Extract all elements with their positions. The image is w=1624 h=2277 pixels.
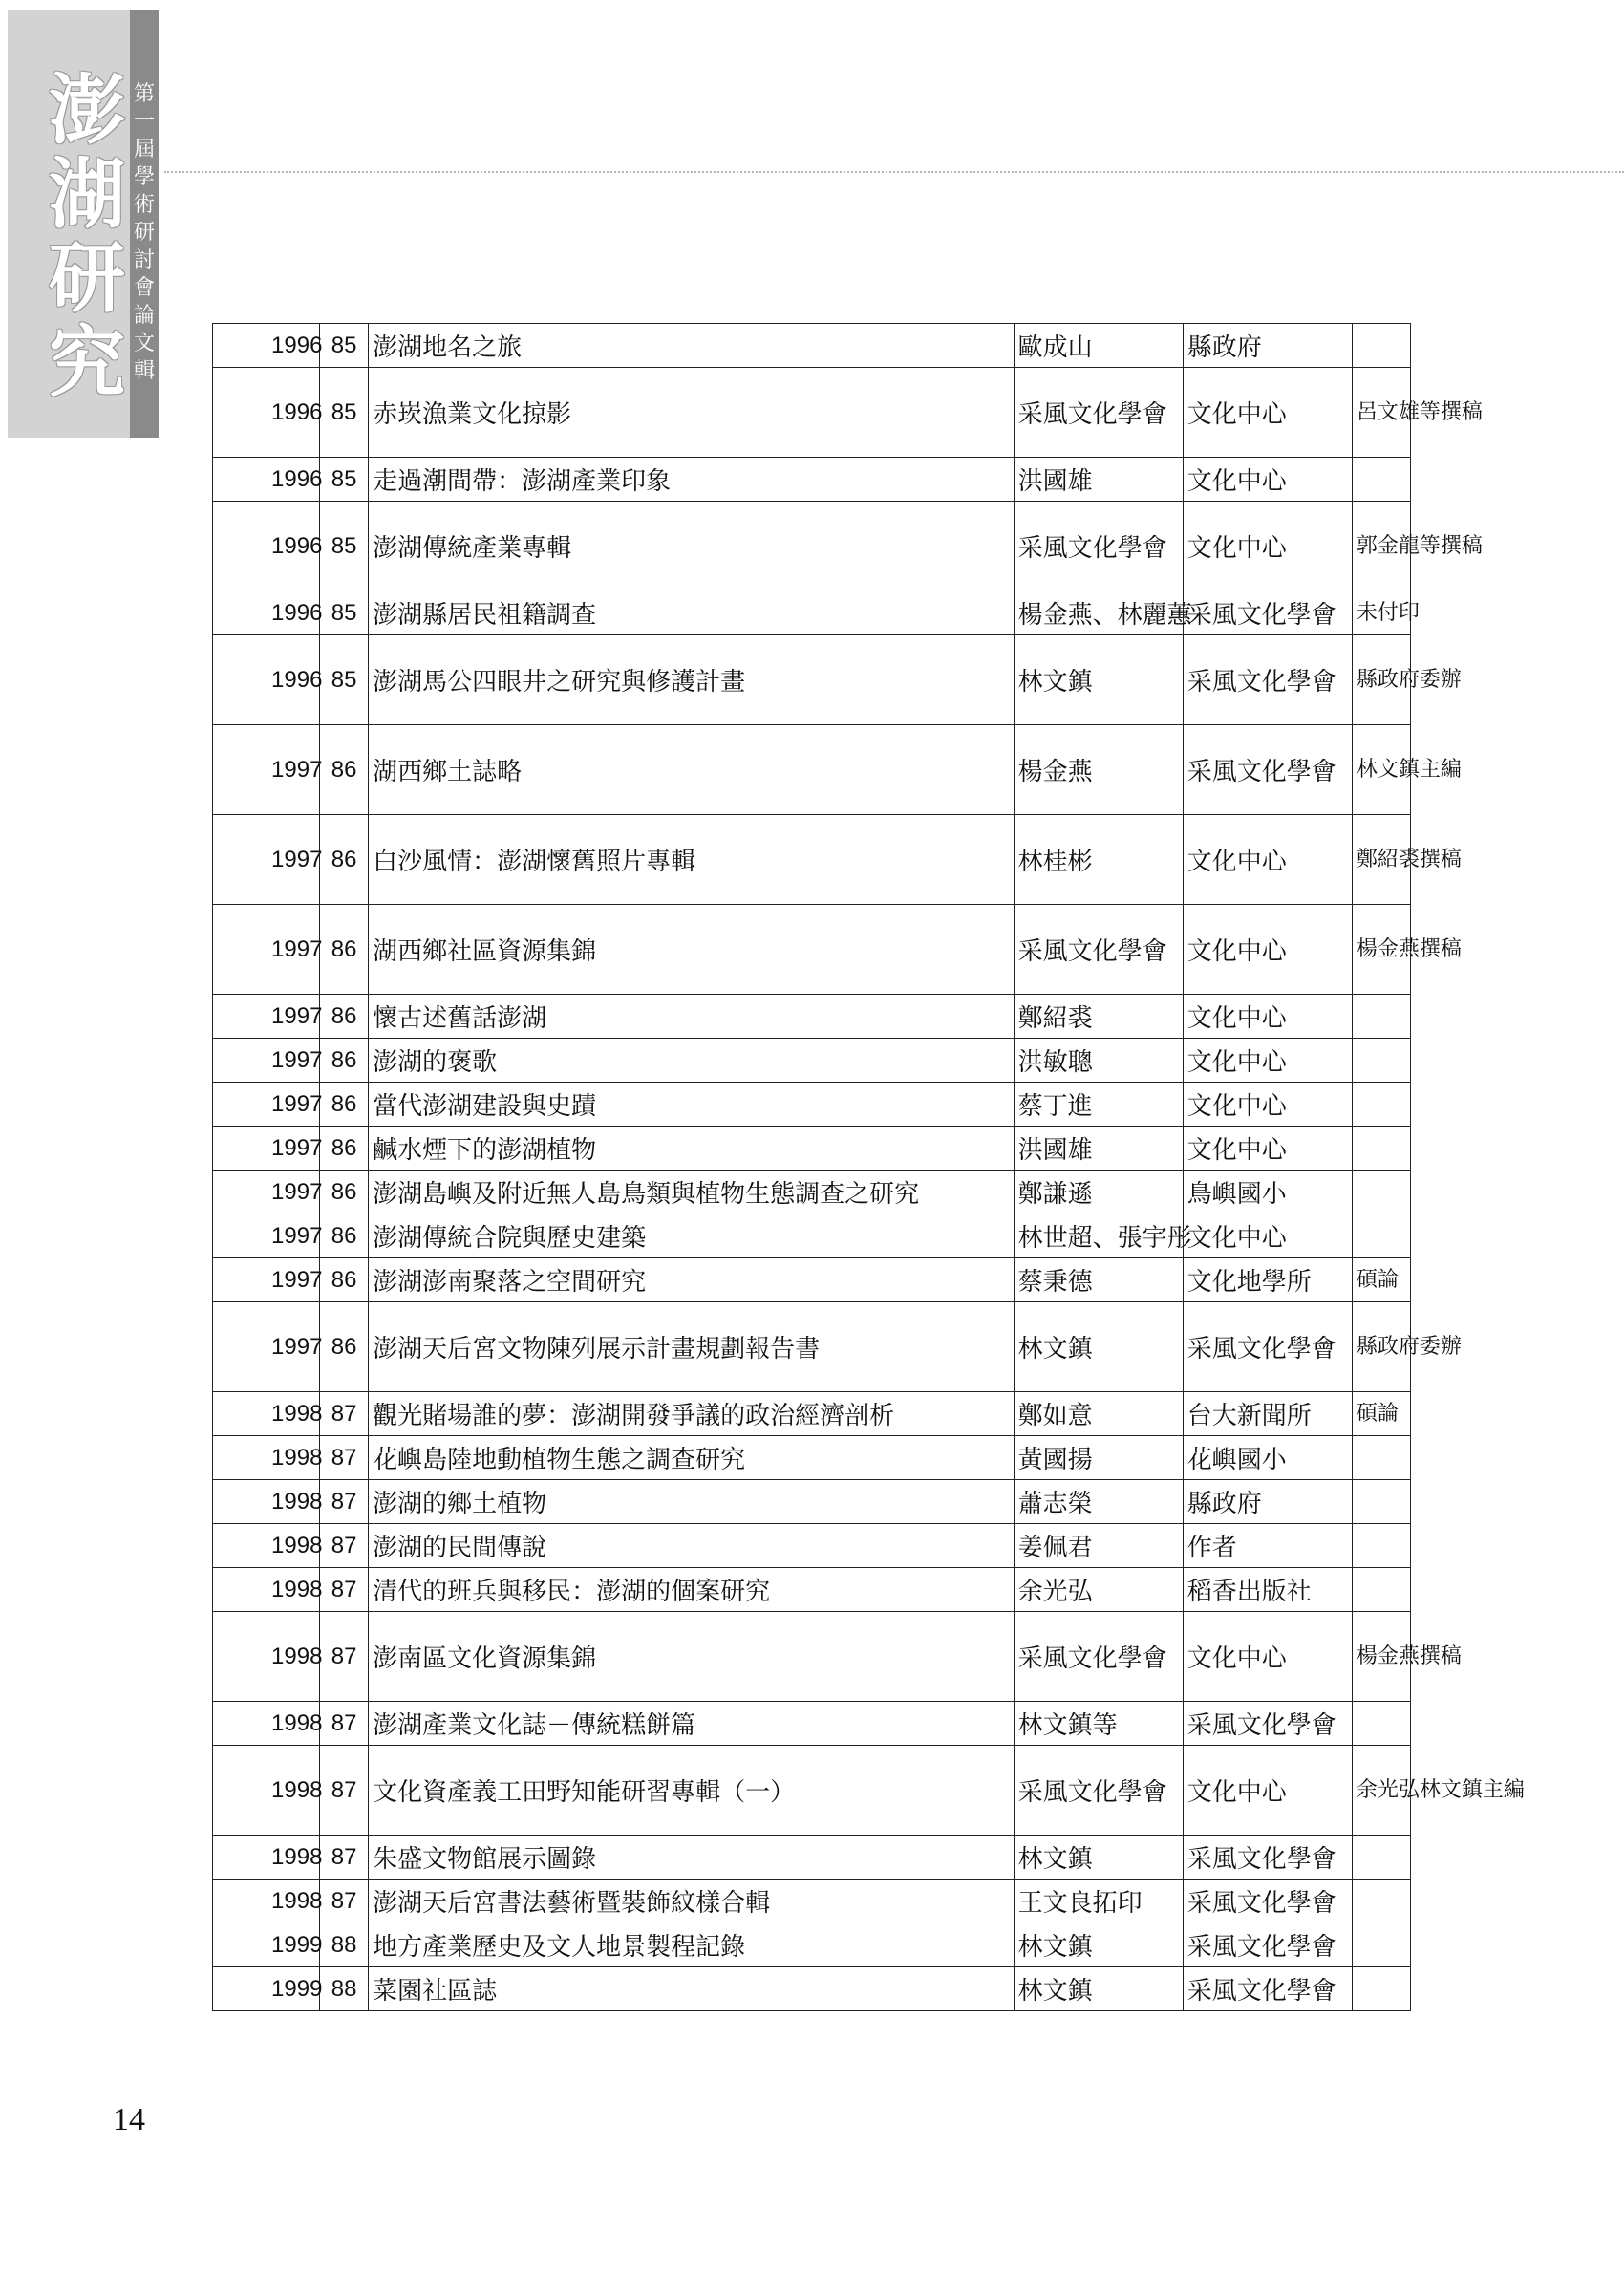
year-cell: 1997 (267, 1039, 320, 1083)
publisher-cell: 稻香出版社 (1183, 1568, 1352, 1612)
publisher-cell: 文化中心 (1183, 995, 1352, 1039)
note-cell (1352, 1702, 1410, 1746)
blank-cell (213, 368, 267, 458)
author-cell: 歐成山 (1014, 324, 1183, 368)
title-cell: 觀光賭場誰的夢：澎湖開發爭議的政治經濟剖析 (369, 1392, 1015, 1436)
note-cell (1352, 1039, 1410, 1083)
title-cell: 澎湖島嶼及附近無人島鳥類與植物生態調查之研究 (369, 1171, 1015, 1214)
note-cell (1352, 1836, 1410, 1880)
roc-year-cell: 86 (320, 1171, 369, 1214)
year-cell: 1998 (267, 1480, 320, 1524)
roc-year-cell: 86 (320, 1214, 369, 1258)
title-cell: 澎湖地名之旅 (369, 324, 1015, 368)
publisher-cell: 花嶼國小 (1183, 1436, 1352, 1480)
table-row (213, 1436, 1411, 1480)
note-cell (1352, 458, 1410, 502)
roc-year-cell: 87 (320, 1746, 369, 1836)
author-cell: 林文鎮 (1014, 1836, 1183, 1880)
year-cell: 1996 (267, 502, 320, 591)
blank-cell (213, 1923, 267, 1967)
blank-cell (213, 458, 267, 502)
year-cell: 1998 (267, 1392, 320, 1436)
author-cell: 洪國雄 (1014, 1127, 1183, 1171)
year-cell: 1997 (267, 995, 320, 1039)
publisher-cell: 文化中心 (1183, 1039, 1352, 1083)
year-cell: 1998 (267, 1880, 320, 1923)
note-cell: 未付印 (1352, 591, 1410, 635)
author-cell: 洪國雄 (1014, 458, 1183, 502)
author-cell: 采風文化學會 (1014, 1746, 1183, 1836)
publication-table-body (213, 324, 1525, 2011)
title-cell: 當代澎湖建設與史蹟 (369, 1083, 1015, 1127)
table-row (213, 1923, 1411, 1967)
author-cell: 洪敏聰 (1014, 1039, 1183, 1083)
roc-year-cell: 87 (320, 1392, 369, 1436)
title-cell: 澎湖傳統產業專輯 (369, 502, 1015, 591)
blank-cell (213, 1836, 267, 1880)
title-cell: 澎湖澎南聚落之空間研究 (369, 1258, 1015, 1302)
publisher-cell: 文化地學所 (1183, 1258, 1352, 1302)
author-cell: 鄭謙遜 (1014, 1171, 1183, 1214)
blank-cell (213, 815, 267, 905)
blank-cell (213, 1568, 267, 1612)
note-cell: 碩論 (1352, 1258, 1410, 1302)
roc-year-cell: 86 (320, 815, 369, 905)
title-cell: 澎湖傳統合院與歷史建築 (369, 1214, 1015, 1258)
blank-cell (213, 502, 267, 591)
author-cell: 姜佩君 (1014, 1524, 1183, 1568)
author-cell: 林文鎮 (1014, 1923, 1183, 1967)
year-cell: 1996 (267, 458, 320, 502)
note-cell (1352, 324, 1410, 368)
publication-table (212, 323, 1525, 2011)
roc-year-cell: 88 (320, 1923, 369, 1967)
year-cell: 1997 (267, 1127, 320, 1171)
note-cell (1352, 1083, 1410, 1127)
blank-cell (213, 1392, 267, 1436)
publisher-cell: 采風文化學會 (1183, 725, 1352, 815)
note-cell (1352, 1923, 1410, 1967)
roc-year-cell: 87 (320, 1880, 369, 1923)
title-cell: 懷古述舊話澎湖 (369, 995, 1015, 1039)
publisher-cell: 采風文化學會 (1183, 1702, 1352, 1746)
title-cell: 赤崁漁業文化掠影 (369, 368, 1015, 458)
table-row (213, 324, 1411, 368)
year-cell: 1998 (267, 1524, 320, 1568)
note-cell: 林文鎮主編 (1352, 725, 1410, 815)
note-cell (1352, 1214, 1410, 1258)
table-row (213, 1612, 1411, 1702)
publisher-cell: 采風文化學會 (1183, 635, 1352, 725)
author-cell: 蔡秉德 (1014, 1258, 1183, 1302)
note-cell: 碩論 (1352, 1392, 1410, 1436)
publisher-cell: 文化中心 (1183, 815, 1352, 905)
table-row (213, 1880, 1411, 1923)
title-cell: 湖西鄉社區資源集錦 (369, 905, 1015, 995)
publisher-cell: 文化中心 (1183, 1612, 1352, 1702)
year-cell: 1996 (267, 591, 320, 635)
note-cell (1352, 1480, 1410, 1524)
table-row (213, 635, 1411, 725)
blank-cell (213, 1480, 267, 1524)
note-cell: 楊金燕撰稿 (1352, 905, 1410, 995)
roc-year-cell: 87 (320, 1836, 369, 1880)
blank-cell (213, 1127, 267, 1171)
author-cell: 林世超、張宇彤 (1014, 1214, 1183, 1258)
publisher-cell: 采風文化學會 (1183, 1880, 1352, 1923)
year-cell: 1998 (267, 1702, 320, 1746)
year-cell: 1997 (267, 905, 320, 995)
year-cell: 1997 (267, 1083, 320, 1127)
publisher-cell: 文化中心 (1183, 502, 1352, 591)
table-row (213, 1480, 1411, 1524)
author-cell: 林文鎮 (1014, 1302, 1183, 1392)
roc-year-cell: 86 (320, 905, 369, 995)
note-cell (1352, 1436, 1410, 1480)
title-cell: 澎湖產業文化誌－傳統糕餅篇 (369, 1702, 1015, 1746)
author-cell: 采風文化學會 (1014, 905, 1183, 995)
note-cell: 呂文雄等撰稿 (1352, 368, 1410, 458)
roc-year-cell: 87 (320, 1702, 369, 1746)
author-cell: 鄭紹裘 (1014, 995, 1183, 1039)
blank-cell (213, 1436, 267, 1480)
roc-year-cell: 85 (320, 635, 369, 725)
blank-cell (213, 1524, 267, 1568)
note-cell (1352, 1967, 1410, 2011)
publisher-cell: 縣政府 (1183, 324, 1352, 368)
table-row (213, 458, 1411, 502)
blank-cell (213, 324, 267, 368)
roc-year-cell: 86 (320, 1083, 369, 1127)
year-cell: 1997 (267, 1258, 320, 1302)
year-cell: 1998 (267, 1436, 320, 1480)
publisher-cell: 文化中心 (1183, 458, 1352, 502)
journal-subtitle-strip (130, 10, 159, 438)
title-cell: 澎湖的鄉土植物 (369, 1480, 1015, 1524)
table-row (213, 995, 1411, 1039)
header-dotted-rule (164, 171, 1624, 173)
publisher-cell: 采風文化學會 (1183, 1302, 1352, 1392)
blank-cell (213, 1702, 267, 1746)
author-cell: 采風文化學會 (1014, 502, 1183, 591)
author-cell: 余光弘 (1014, 1568, 1183, 1612)
journal-side-tab (8, 10, 159, 438)
note-cell: 余光弘林文鎮主編 (1352, 1746, 1410, 1836)
roc-year-cell: 86 (320, 1302, 369, 1392)
title-cell: 清代的班兵與移民：澎湖的個案研究 (369, 1568, 1015, 1612)
title-cell: 澎湖縣居民祖籍調查 (369, 591, 1015, 635)
blank-cell (213, 1880, 267, 1923)
publisher-cell: 縣政府 (1183, 1480, 1352, 1524)
year-cell: 1996 (267, 635, 320, 725)
blank-cell (213, 725, 267, 815)
author-cell: 采風文化學會 (1014, 1612, 1183, 1702)
roc-year-cell: 86 (320, 995, 369, 1039)
year-cell: 1997 (267, 815, 320, 905)
author-cell: 林文鎮等 (1014, 1702, 1183, 1746)
note-cell (1352, 1524, 1410, 1568)
publisher-cell: 文化中心 (1183, 1746, 1352, 1836)
title-cell: 地方產業歷史及文人地景製程記錄 (369, 1923, 1015, 1967)
author-cell: 采風文化學會 (1014, 368, 1183, 458)
table-row (213, 1836, 1411, 1880)
page-number: 14 (113, 2102, 145, 2137)
note-cell: 縣政府委辦 (1352, 635, 1410, 725)
note-cell: 縣政府委辦 (1352, 1302, 1410, 1392)
publisher-cell: 文化中心 (1183, 1083, 1352, 1127)
title-cell: 澎南區文化資源集錦 (369, 1612, 1015, 1702)
author-cell: 蕭志榮 (1014, 1480, 1183, 1524)
blank-cell (213, 1967, 267, 2011)
title-cell: 走過潮間帶：澎湖產業印象 (369, 458, 1015, 502)
note-cell: 楊金燕撰稿 (1352, 1612, 1410, 1702)
author-cell: 王文良拓印 (1014, 1880, 1183, 1923)
publisher-cell: 文化中心 (1183, 1214, 1352, 1258)
roc-year-cell: 87 (320, 1612, 369, 1702)
table-row (213, 1258, 1411, 1302)
roc-year-cell: 85 (320, 458, 369, 502)
roc-year-cell: 87 (320, 1524, 369, 1568)
table-row (213, 905, 1411, 995)
author-cell: 蔡丁進 (1014, 1083, 1183, 1127)
table-row (213, 1171, 1411, 1214)
publisher-cell: 文化中心 (1183, 905, 1352, 995)
year-cell: 1998 (267, 1568, 320, 1612)
blank-cell (213, 1171, 267, 1214)
publisher-cell: 采風文化學會 (1183, 1923, 1352, 1967)
year-cell: 1997 (267, 1171, 320, 1214)
blank-cell (213, 1746, 267, 1836)
title-cell: 澎湖的褒歌 (369, 1039, 1015, 1083)
note-cell (1352, 1127, 1410, 1171)
blank-cell (213, 905, 267, 995)
year-cell: 1997 (267, 725, 320, 815)
blank-cell (213, 635, 267, 725)
title-cell: 湖西鄉土誌略 (369, 725, 1015, 815)
blank-cell (213, 591, 267, 635)
note-cell: 鄭紹裘撰稿 (1352, 815, 1410, 905)
year-cell: 1998 (267, 1746, 320, 1836)
roc-year-cell: 85 (320, 324, 369, 368)
roc-year-cell: 87 (320, 1480, 369, 1524)
roc-year-cell: 87 (320, 1436, 369, 1480)
publisher-cell: 鳥嶼國小 (1183, 1171, 1352, 1214)
table-row (213, 502, 1411, 591)
blank-cell (213, 1083, 267, 1127)
table-row (213, 725, 1411, 815)
table-row (213, 368, 1411, 458)
year-cell: 1999 (267, 1967, 320, 2011)
roc-year-cell: 88 (320, 1967, 369, 2011)
journal-title: 澎湖研究 (49, 66, 125, 407)
publisher-cell: 采風文化學會 (1183, 591, 1352, 635)
blank-cell (213, 1258, 267, 1302)
publisher-cell: 作者 (1183, 1524, 1352, 1568)
publisher-cell: 文化中心 (1183, 1127, 1352, 1171)
blank-cell (213, 1612, 267, 1702)
roc-year-cell: 86 (320, 725, 369, 815)
table-row (213, 1083, 1411, 1127)
title-cell: 澎湖的民間傳說 (369, 1524, 1015, 1568)
title-cell: 菜園社區誌 (369, 1967, 1015, 2011)
author-cell: 林文鎮 (1014, 635, 1183, 725)
table-row (213, 815, 1411, 905)
author-cell: 林文鎮 (1014, 1967, 1183, 2011)
year-cell: 1997 (267, 1214, 320, 1258)
title-cell: 朱盛文物館展示圖錄 (369, 1836, 1015, 1880)
author-cell: 黃國揚 (1014, 1436, 1183, 1480)
title-cell: 澎湖天后宮書法藝術暨裝飾紋樣合輯 (369, 1880, 1015, 1923)
table-row (213, 1967, 1411, 2011)
journal-subtitle: 第一屆學術研討會論文輯 (133, 82, 155, 383)
table-row (213, 1392, 1411, 1436)
note-cell (1352, 995, 1410, 1039)
roc-year-cell: 87 (320, 1568, 369, 1612)
year-cell: 1996 (267, 324, 320, 368)
title-cell: 澎湖天后宮文物陳列展示計畫規劃報告書 (369, 1302, 1015, 1392)
table-row (213, 1127, 1411, 1171)
roc-year-cell: 85 (320, 502, 369, 591)
table-row (213, 591, 1411, 635)
roc-year-cell: 86 (320, 1258, 369, 1302)
roc-year-cell: 85 (320, 368, 369, 458)
roc-year-cell: 85 (320, 591, 369, 635)
blank-cell (213, 1214, 267, 1258)
title-cell: 文化資產義工田野知能研習專輯（一） (369, 1746, 1015, 1836)
roc-year-cell: 86 (320, 1127, 369, 1171)
note-cell (1352, 1171, 1410, 1214)
table-row (213, 1524, 1411, 1568)
note-cell (1352, 1568, 1410, 1612)
blank-cell (213, 1039, 267, 1083)
table-row (213, 1702, 1411, 1746)
note-cell (1352, 1880, 1410, 1923)
year-cell: 1997 (267, 1302, 320, 1392)
table-row (213, 1302, 1411, 1392)
note-cell: 郭金龍等撰稿 (1352, 502, 1410, 591)
table-row (213, 1746, 1411, 1836)
table-row (213, 1214, 1411, 1258)
title-cell: 澎湖馬公四眼井之研究與修護計畫 (369, 635, 1015, 725)
author-cell: 楊金燕 (1014, 725, 1183, 815)
publisher-cell: 台大新聞所 (1183, 1392, 1352, 1436)
publisher-cell: 文化中心 (1183, 368, 1352, 458)
title-cell: 白沙風情：澎湖懷舊照片專輯 (369, 815, 1015, 905)
table-row (213, 1568, 1411, 1612)
author-cell: 楊金燕、林麗蕙 (1014, 591, 1183, 635)
roc-year-cell: 86 (320, 1039, 369, 1083)
year-cell: 1998 (267, 1836, 320, 1880)
table-row (213, 1039, 1411, 1083)
author-cell: 林桂彬 (1014, 815, 1183, 905)
title-cell: 花嶼島陸地動植物生態之調查研究 (369, 1436, 1015, 1480)
publisher-cell: 采風文化學會 (1183, 1836, 1352, 1880)
year-cell: 1996 (267, 368, 320, 458)
author-cell: 鄭如意 (1014, 1392, 1183, 1436)
year-cell: 1998 (267, 1612, 320, 1702)
publisher-cell: 采風文化學會 (1183, 1967, 1352, 2011)
title-cell: 鹹水煙下的澎湖植物 (369, 1127, 1015, 1171)
blank-cell (213, 995, 267, 1039)
blank-cell (213, 1302, 267, 1392)
year-cell: 1999 (267, 1923, 320, 1967)
